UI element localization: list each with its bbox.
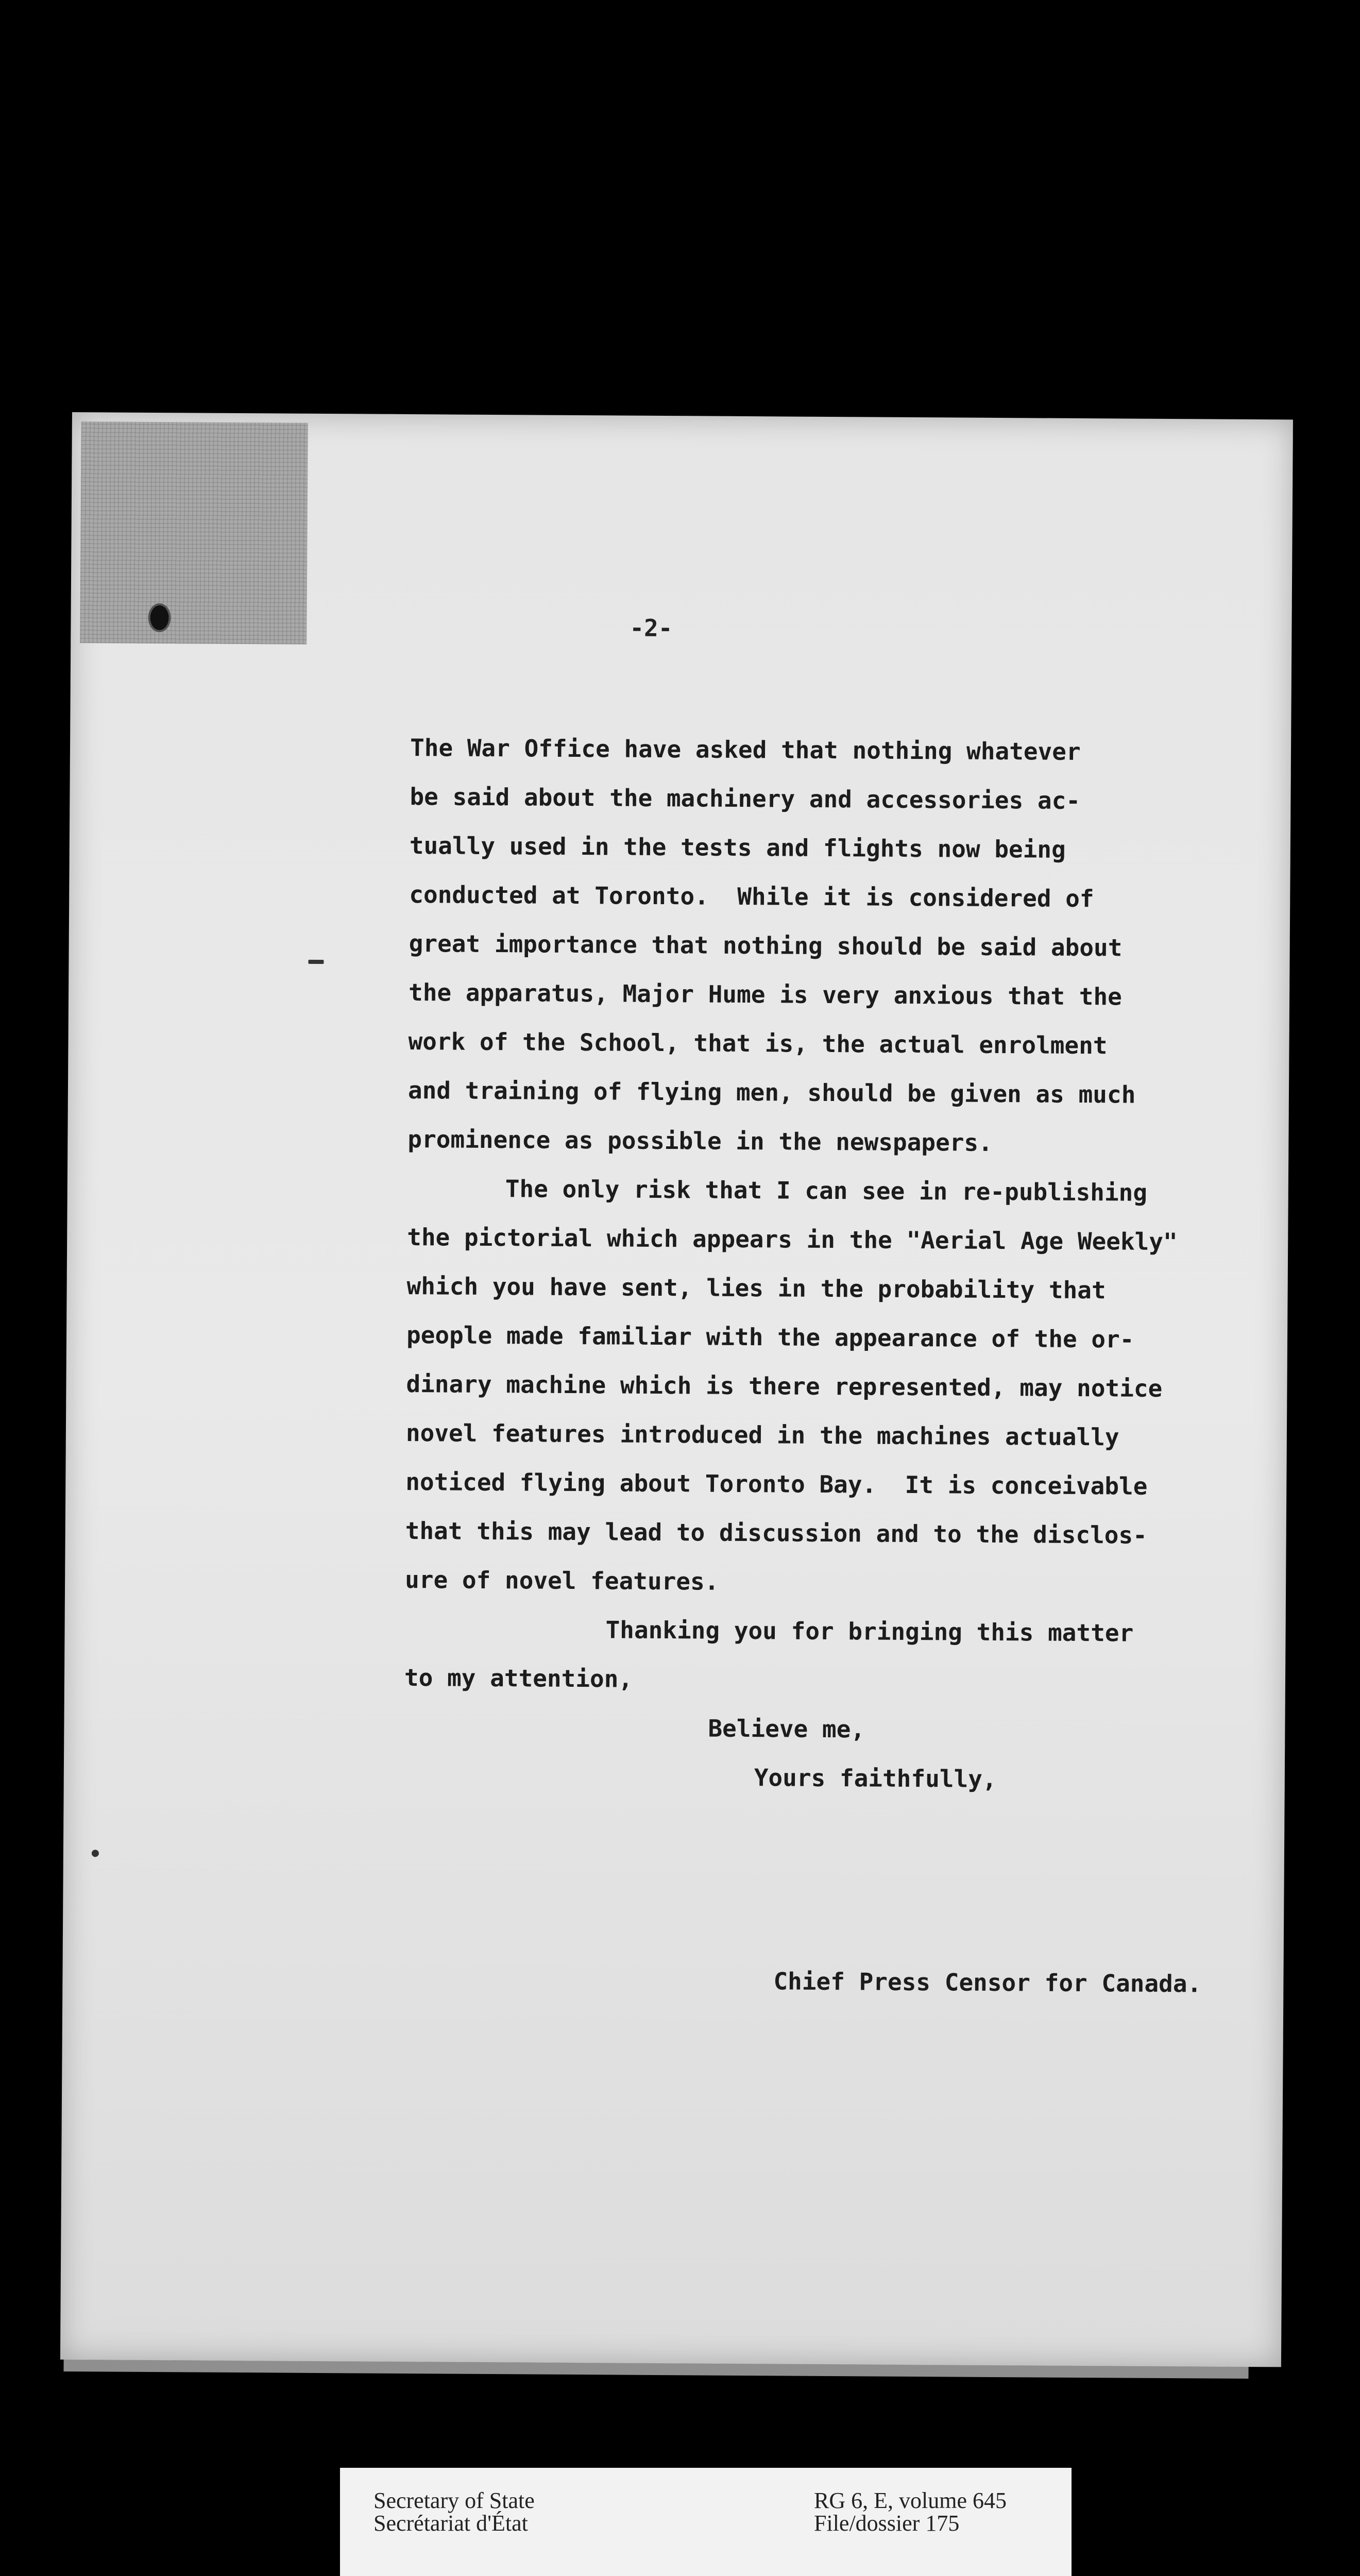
letter-line: and training of flying men, should be given as much [407,1076,1136,1109]
letter-line: the apparatus, Major Hume is very anxious that the [408,978,1122,1011]
signature-line: Chief Press Censor for Canada. [773,1967,1202,1998]
letter-line: dinary machine which is there represented, may notice [406,1369,1163,1402]
letter-line: tually used in the tests and flights now being [409,832,1066,863]
closing-line: Yours faithfully, [754,1764,997,1793]
punch-hole [148,603,171,632]
letter-line: ure of novel features. [405,1565,719,1596]
letter-line: the pictorial which appears in the "Aerial Age Weekly" [407,1223,1178,1256]
closing-line: Believe me, [708,1714,865,1743]
page-number: -2- [630,614,673,642]
department-en: Secretary of State [373,2488,535,2513]
letter-line: be said about the machinery and accessories ac- [410,783,1081,815]
letter-line: Thanking you for bringing this matter [605,1616,1134,1647]
letter-line: The War Office have asked that nothing whatever [410,734,1081,766]
letter-line: conducted at Toronto. While it is considered of [409,880,1094,913]
letter-line: The only risk that I can see in re-publishing [505,1175,1148,1207]
letter-line: work of the School, that is, the actual enrolment [408,1027,1108,1060]
fabric-tape-corner [80,421,308,645]
ink-speck [308,960,324,964]
letter-page [60,412,1293,2367]
letter-line: great importance that nothing should be said about [409,929,1123,962]
ink-speck [92,1850,99,1857]
letter-line: to my attention, [404,1663,633,1693]
letter-line: that this may lead to discussion and to the disclos- [405,1516,1147,1549]
letter-line: people made familiar with the appearance of the or- [406,1320,1134,1353]
department-fr: Secrétariat d'État [373,2511,528,2536]
letter-line: which you have sent, lies in the probability that [406,1272,1106,1304]
record-group-reference: RG 6, E, volume 645 [814,2488,1007,2513]
letter-line: noticed flying about Toronto Bay. It is conceivable [405,1467,1148,1500]
letter-line: prominence as possible in the newspapers. [407,1125,993,1157]
catalog-label [340,2468,1072,2576]
file-number: File/dossier 175 [814,2511,960,2536]
letter-body [404,723,1266,1805]
letter-line: novel features introduced in the machines actually [405,1418,1119,1451]
